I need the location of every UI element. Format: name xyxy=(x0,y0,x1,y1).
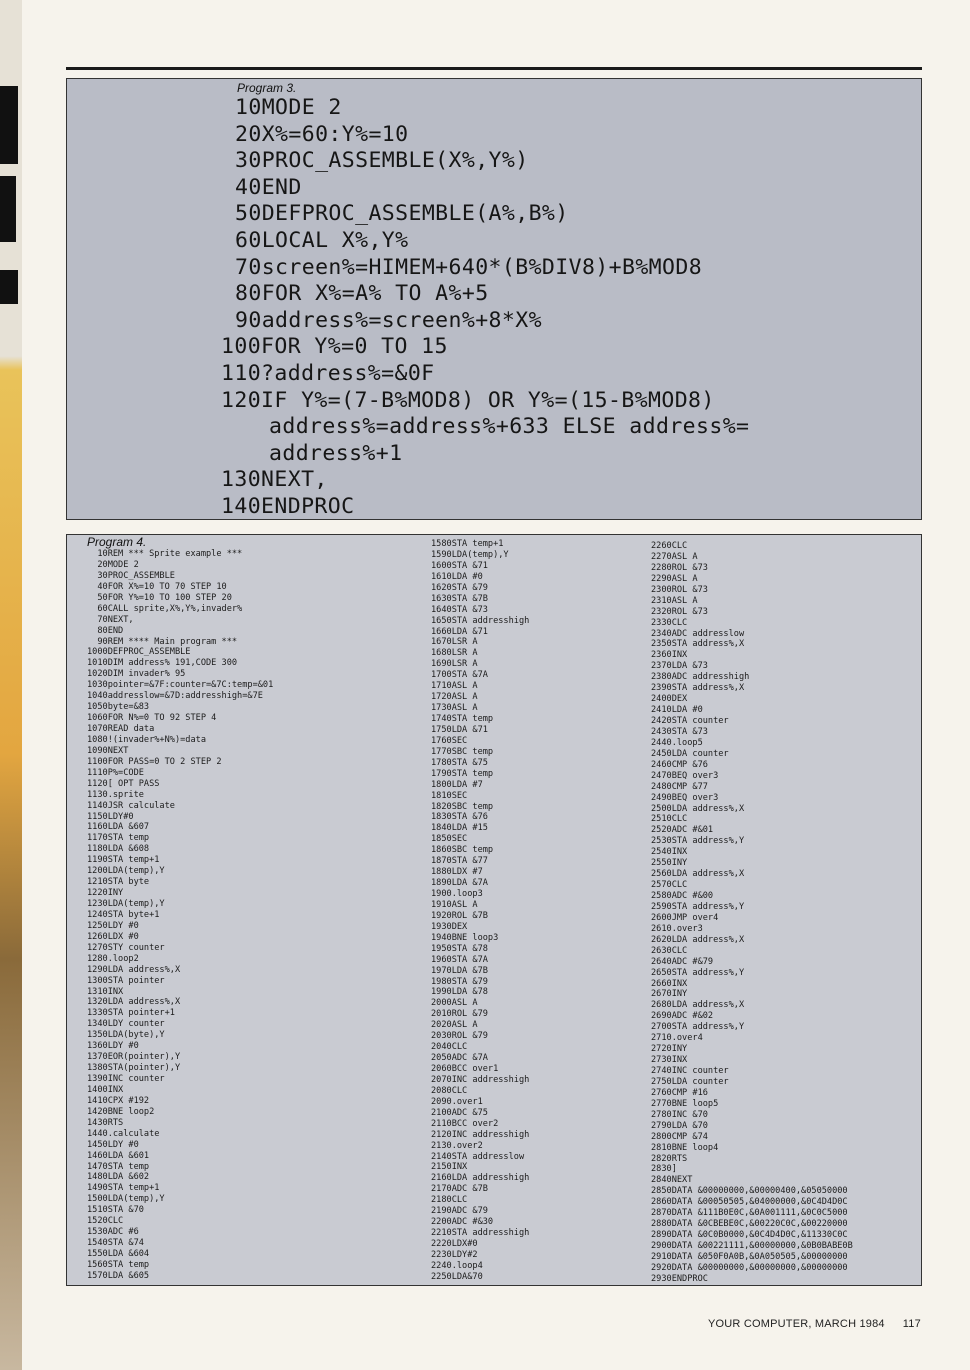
program-4-line: 2310ASL A xyxy=(651,595,698,606)
program-4-line: 1990LDA &78 xyxy=(431,987,488,998)
program-4-line: 1350LDA(byte),Y xyxy=(87,1030,165,1041)
publication-name: YOUR COMPUTER, MARCH 1984 xyxy=(708,1318,885,1330)
program-4-line: 2680LDA address%,X xyxy=(651,1000,745,1011)
program-4-line: 1250LDY #0 xyxy=(87,920,139,931)
program-4-line: 1610LDA #0 xyxy=(431,571,483,582)
program-4-line: 1110P%=CODE xyxy=(87,767,144,778)
program-4-line: 1000DEFPROC_ASSEMBLE xyxy=(87,647,191,658)
program-4-line: 1080!(invader%+N%)=data xyxy=(87,734,206,745)
program-4-line: 1960STA &7A xyxy=(431,954,488,965)
program-4-line: 1240STA byte+1 xyxy=(87,909,160,920)
program-4-line: 1820SBC temp xyxy=(431,801,494,812)
program-4-line: 2130.over2 xyxy=(431,1140,483,1151)
program-4-line: 1440.calculate xyxy=(87,1128,160,1139)
program-4-line: 1130.sprite xyxy=(87,789,144,800)
program-4-line: 1700STA &7A xyxy=(431,670,488,681)
program-3-line: 110?address%=&0F xyxy=(221,360,435,386)
program-4-line: 2630CLC xyxy=(651,945,688,956)
program-4-line: 1670LSR A xyxy=(431,637,478,648)
program-4-line: 2090.over1 xyxy=(431,1096,483,1107)
program-4-line: 2810BNE loop4 xyxy=(651,1142,719,1153)
program-4-line: 1490STA temp+1 xyxy=(87,1183,160,1194)
program-4-line: 1910ASL A xyxy=(431,899,478,910)
program-4-line: 1830STA &76 xyxy=(431,812,488,823)
program-4-line: 1310INX xyxy=(87,986,124,997)
program-4-line: 2580ADC #&00 xyxy=(651,891,714,901)
program-4-line: 1040addresslow=&7D:addresshigh=&7E xyxy=(87,691,263,702)
program-4-line: 1720ASL A xyxy=(431,692,478,703)
program-4-line: 1460LDA &601 xyxy=(87,1150,150,1161)
program-4-line: 2510CLC xyxy=(651,814,688,825)
program-4-line: 1740STA temp xyxy=(431,714,494,724)
program-4-line: 1150LDY#0 xyxy=(87,811,134,822)
program-4-line: 2490BEQ over3 xyxy=(651,792,719,803)
program-4-line: 1020DIM invader% 95 xyxy=(87,669,186,680)
program-4-line: 1660LDA &71 xyxy=(431,626,488,637)
program-4-line: 1950STA &78 xyxy=(431,943,488,954)
program-4-line: 2100ADC &75 xyxy=(431,1107,488,1118)
program-4-line: 2350STA address%,X xyxy=(651,639,745,650)
program-4-line: 20MODE 2 xyxy=(87,559,139,570)
left-margin-strip xyxy=(0,0,22,1370)
program-4-line: 2420STA counter xyxy=(651,716,729,726)
program-4-line: 2540INX xyxy=(651,847,688,858)
program-4-line: 2910DATA &050F0A0B,&0A050505,&00000000 xyxy=(651,1251,848,1262)
program-4-line: 2220LDX#0 xyxy=(431,1239,478,1249)
program-4-line: 2820RTS xyxy=(651,1153,688,1164)
program-4-line: 1290LDA address%,X xyxy=(87,964,181,975)
program-3-line: 140ENDPROC xyxy=(221,493,355,519)
program-4-line: 2660INX xyxy=(651,978,688,989)
program-4-line: 1300STA pointer xyxy=(87,975,165,986)
program-4-line: 2030ROL &79 xyxy=(431,1031,488,1042)
program-4-line: 2570CLC xyxy=(651,880,688,891)
program-4-line: 1230LDA(temp),Y xyxy=(87,899,165,909)
program-4-line: 2690ADC #&02 xyxy=(651,1011,714,1022)
program-4-line: 2330CLC xyxy=(651,617,688,628)
program-4-line: 1390INC counter xyxy=(87,1074,165,1084)
program-4-line: 2560LDA address%,X xyxy=(651,869,745,880)
program-4-line: 1470STA temp xyxy=(87,1161,150,1172)
magazine-page xyxy=(22,0,970,1370)
program-4-line: 2110BCC over2 xyxy=(431,1118,499,1129)
program-4-line: 1210STA byte xyxy=(87,877,150,888)
program-4-line: 2300ROL &73 xyxy=(651,584,708,595)
program-4-line: 2000ASL A xyxy=(431,998,478,1009)
program-4-line: 1510STA &70 xyxy=(87,1205,144,1216)
program-4-line: 1090NEXT xyxy=(87,745,129,756)
program-4-line: 40FOR X%=10 TO 70 STEP 10 xyxy=(87,581,227,592)
program-4-line: 1520CLC xyxy=(87,1216,124,1227)
program-3-line: address%=address%+633 ELSE address%= xyxy=(269,414,750,440)
program-4-line: 2380ADC addresshigh xyxy=(651,672,750,683)
program-4-line: 1200LDA(temp),Y xyxy=(87,866,165,877)
program-4-line: 2080CLC xyxy=(431,1085,468,1096)
program-4-line: 1380STA(pointer),Y xyxy=(87,1063,181,1074)
program-4-line: 1500LDA(temp),Y xyxy=(87,1194,165,1205)
program-4-line: 1180LDA &608 xyxy=(87,844,150,855)
program-4-line: 1730ASL A xyxy=(431,703,478,714)
program-4-line: 2900DATA &00221111,&00000000,&0B0BABE0B xyxy=(651,1241,853,1251)
program-4-line: 2730INX xyxy=(651,1055,688,1066)
program-4-line: 2650STA address%,Y xyxy=(651,967,745,978)
program-4-line: 1220INY xyxy=(87,888,124,899)
program-4-line: 50FOR Y%=10 TO 100 STEP 20 xyxy=(87,592,232,603)
program-4-line: 1530ADC #6 xyxy=(87,1227,139,1238)
program-4-line: 1790STA temp xyxy=(431,768,494,779)
program-4-line: 2140STA addresslow xyxy=(431,1151,525,1162)
program-4-line: 1690LSR A xyxy=(431,659,478,670)
program-4-line: 2800CMP &74 xyxy=(651,1131,708,1142)
program-4-line: 1850SEC xyxy=(431,834,468,845)
program-4-line: 2270ASL A xyxy=(651,551,698,562)
program-4-line: 2150INX xyxy=(431,1162,468,1173)
program-4-line: 2320ROL &73 xyxy=(651,606,708,617)
program-4-line: 1140JSR calculate xyxy=(87,800,175,811)
program-4-line: 1400INX xyxy=(87,1084,124,1095)
program-4-line: 1560STA temp xyxy=(87,1259,150,1270)
program-4-line: 2180CLC xyxy=(431,1195,468,1206)
margin-glyph-2 xyxy=(0,176,16,242)
program-4-line: 2170ADC &7B xyxy=(431,1184,488,1195)
program-4-line: 1420BNE loop2 xyxy=(87,1106,155,1117)
program-4-line: 2200ADC #&30 xyxy=(431,1217,494,1228)
program-4-line: 2740INC counter xyxy=(651,1066,729,1076)
program-4-line: 1410CPX #192 xyxy=(87,1095,150,1106)
program-4-line: 1620STA &79 xyxy=(431,582,488,593)
program-4-line: 2450LDA counter xyxy=(651,748,729,759)
program-4-line: 2860DATA &00050505,&04000000,&0C4D4D0C xyxy=(651,1197,848,1208)
program-4-line: 2240.loop4 xyxy=(431,1260,483,1271)
program-4-line: 2470BEQ over3 xyxy=(651,770,719,781)
program-4-line: 2370LDA &73 xyxy=(651,661,708,672)
program-4-line: 1840LDA #15 xyxy=(431,823,488,834)
program-4-line: 1450LDY #0 xyxy=(87,1139,139,1150)
program-4-line: 1570LDA &605 xyxy=(87,1270,150,1281)
program-4-line: 1120[ OPT PASS xyxy=(87,778,160,789)
program-4-line: 1880LDX #7 xyxy=(431,867,483,878)
program-3-line: 60LOCAL X%,Y% xyxy=(235,227,409,253)
program-4-line: 2190ADC &79 xyxy=(431,1206,488,1217)
program-3-code xyxy=(217,95,911,521)
program-4-line: 2880DATA &0CBEBE0C,&00220C0C,&00220000 xyxy=(651,1219,848,1230)
program-4-line: 2870DATA &111B0E0C,&0A001111,&0C0C5000 xyxy=(651,1208,848,1219)
program-4-line: 2160LDA addresshigh xyxy=(431,1173,530,1184)
program-4-line: 2060BCC over1 xyxy=(431,1064,499,1074)
program-4-line: 80END xyxy=(87,625,124,636)
program-4-caption: Program 4. xyxy=(87,535,147,549)
program-4-line: 1280.loop2 xyxy=(87,953,139,964)
program-4-line: 2250LDA&70 xyxy=(431,1271,483,1282)
program-4-line: 2550INY xyxy=(651,858,688,869)
program-4-line: 2050ADC &7A xyxy=(431,1053,488,1064)
program-4-line: 2400DEX xyxy=(651,694,688,705)
program-4-line: 90REM **** Main program *** xyxy=(87,636,238,647)
program-4-line: 1940BNE loop3 xyxy=(431,932,499,943)
program-3-line: 20X%=60:Y%=10 xyxy=(235,121,409,147)
program-4-line: 2600JMP over4 xyxy=(651,912,719,923)
program-4-line: 2070INC addresshigh xyxy=(431,1074,530,1085)
program-4-line: 1430RTS xyxy=(87,1117,124,1128)
program-4-line: 2750LDA counter xyxy=(651,1076,729,1087)
program-4-line: 1260LDX #0 xyxy=(87,931,139,942)
program-4-line: 1270STY counter xyxy=(87,942,165,953)
program-4-line: 1050byte=&83 xyxy=(87,702,150,713)
program-4-line: 2290ASL A xyxy=(651,573,698,584)
program-4-line: 2770BNE loop5 xyxy=(651,1098,719,1109)
program-3-line: 130NEXT, xyxy=(221,467,328,493)
program-4-line: 2590STA address%,Y xyxy=(651,901,745,912)
program-4-line: 30PROC_ASSEMBLE xyxy=(87,570,175,581)
program-4-listing xyxy=(66,534,922,1286)
page-footer xyxy=(708,1318,921,1330)
program-4-line: 1750LDA &71 xyxy=(431,724,488,735)
program-3-line: 100FOR Y%=0 TO 15 xyxy=(221,334,448,360)
program-4-line: 2360INX xyxy=(651,650,688,661)
program-3-line: address%+1 xyxy=(269,440,403,466)
program-4-line: 1640STA &73 xyxy=(431,604,488,615)
program-4-line: 1590LDA(temp),Y xyxy=(431,549,509,560)
program-4-line: 2840NEXT xyxy=(651,1175,693,1186)
program-4-line: 1580STA temp+1 xyxy=(431,539,504,549)
program-4-line: 2760CMP #16 xyxy=(651,1087,708,1098)
program-4-line: 2920DATA &00000000,&00000000,&00000000 xyxy=(651,1262,848,1273)
program-4-line: 1780STA &75 xyxy=(431,757,488,768)
program-4-line: 2850DATA &00000000,&00000400,&05050000 xyxy=(651,1186,848,1197)
program-4-line: 1010DIM address% 191,CODE 300 xyxy=(87,658,238,669)
program-3-line: 90address%=screen%+8*X% xyxy=(235,307,542,333)
program-4-line: 2780INC &70 xyxy=(651,1109,708,1120)
program-4-line: 2280ROL &73 xyxy=(651,562,708,573)
program-4-line: 2530STA address%,Y xyxy=(651,836,745,847)
program-4-line: 1360LDY #0 xyxy=(87,1041,139,1052)
program-4-line: 1870STA &77 xyxy=(431,856,488,867)
program-4-line: 2440.loop5 xyxy=(651,737,703,748)
program-3-line: 70screen%=HIMEM+640*(B%DIV8)+B%MOD8 xyxy=(235,254,703,280)
program-4-line: 2640ADC #&79 xyxy=(651,956,714,967)
program-4-line: 1800LDA #7 xyxy=(431,779,483,790)
program-4-line: 1980STA &79 xyxy=(431,976,488,987)
program-4-line: 2700STA address%,Y xyxy=(651,1022,745,1033)
program-4-line: 1320LDA address%,X xyxy=(87,997,181,1008)
program-4-line: 2890DATA &0C0B0000,&0C4D4D0C,&11330C0C xyxy=(651,1230,848,1241)
program-3-line: 10MODE 2 xyxy=(235,95,342,120)
program-4-line: 1340LDY counter xyxy=(87,1019,165,1030)
program-4-line: 1900.loop3 xyxy=(431,889,483,899)
program-4-line: 2020ASL A xyxy=(431,1020,478,1031)
program-4-line: 1480LDA &602 xyxy=(87,1172,150,1183)
program-4-line: 1170STA temp xyxy=(87,833,150,844)
program-4-line: 2010ROL &79 xyxy=(431,1009,488,1020)
program-3-line: 50DEFPROC_ASSEMBLE(A%,B%) xyxy=(235,201,569,227)
program-4-line: 1100FOR PASS=0 TO 2 STEP 2 xyxy=(87,756,222,767)
program-4-line: 1630STA &7B xyxy=(431,593,488,604)
program-4-line: 1970LDA &7B xyxy=(431,965,488,976)
program-4-line: 1650STA addresshigh xyxy=(431,615,530,626)
program-3-line: 30PROC_ASSEMBLE(X%,Y%) xyxy=(235,148,529,174)
program-4-line: 1030pointer=&7F:counter=&7C:temp=&01 xyxy=(87,680,274,691)
program-4-line: 2040CLC xyxy=(431,1042,468,1053)
program-4-line: 1890LDA &7A xyxy=(431,878,488,889)
program-4-line: 2460CMP &76 xyxy=(651,759,708,770)
program-3-line: 120IF Y%=(7-B%MOD8) OR Y%=(15-B%MOD8) xyxy=(221,387,715,413)
top-rule xyxy=(66,67,922,70)
program-4-line: 1070READ data xyxy=(87,724,155,734)
program-4-line: 10REM *** Sprite example *** xyxy=(87,549,243,559)
program-4-line: 1550LDA &604 xyxy=(87,1249,150,1259)
program-4-line: 1810SEC xyxy=(431,790,468,801)
margin-glyph-1 xyxy=(0,86,18,164)
program-4-column-1 xyxy=(87,549,407,1282)
program-4-line: 1540STA &74 xyxy=(87,1238,144,1249)
program-4-line: 2430STA &73 xyxy=(651,726,708,737)
program-4-line: 2230LDY#2 xyxy=(431,1249,478,1260)
program-4-line: 2260CLC xyxy=(651,541,688,551)
margin-glyph-3 xyxy=(0,270,18,304)
program-4-line: 2720INY xyxy=(651,1044,688,1055)
program-4-line: 2390STA address%,X xyxy=(651,683,745,694)
program-4-column-3 xyxy=(651,541,919,1285)
program-4-line: 2410LDA #0 xyxy=(651,705,703,716)
program-4-line: 2520ADC #&01 xyxy=(651,825,714,836)
program-4-line: 1710ASL A xyxy=(431,681,478,692)
page-number: 117 xyxy=(902,1318,921,1330)
program-4-line: 2480CMP &77 xyxy=(651,781,708,792)
program-4-line: 1860SBC temp xyxy=(431,845,494,856)
program-4-line: 1930DEX xyxy=(431,921,468,932)
program-4-line: 2120INC addresshigh xyxy=(431,1129,530,1140)
program-4-line: 2610.over3 xyxy=(651,923,703,934)
program-4-line: 2210STA addresshigh xyxy=(431,1228,530,1239)
program-4-line: 1160LDA &607 xyxy=(87,822,150,833)
program-4-line: 2500LDA address%,X xyxy=(651,803,745,814)
program-4-line: 2930ENDPROC xyxy=(651,1273,708,1284)
program-4-line: 1060FOR N%=0 TO 92 STEP 4 xyxy=(87,713,217,724)
program-4-line: 1920ROL &7B xyxy=(431,910,488,921)
program-4-line: 1680LSR A xyxy=(431,648,478,659)
program-4-line: 1760SEC xyxy=(431,735,468,746)
program-4-line: 2710.over4 xyxy=(651,1033,703,1044)
program-4-line: 60CALL sprite,X%,Y%,invader% xyxy=(87,603,243,614)
program-4-column-2 xyxy=(431,539,631,1283)
program-4-line: 1600STA &71 xyxy=(431,560,488,571)
program-3-listing xyxy=(66,78,922,520)
program-3-caption: Program 3. xyxy=(237,81,297,95)
program-3-line: 80FOR X%=A% TO A%+5 xyxy=(235,281,489,307)
program-4-line: 70NEXT, xyxy=(87,614,134,625)
program-4-line: 2620LDA address%,X xyxy=(651,934,745,945)
program-4-line: 1330STA pointer+1 xyxy=(87,1008,175,1019)
program-4-line: 1770SBC temp xyxy=(431,746,494,757)
program-4-line: 1190STA temp+1 xyxy=(87,855,160,866)
program-4-line: 2790LDA &70 xyxy=(651,1120,708,1131)
program-4-line: 2830] xyxy=(651,1164,677,1175)
program-4-line: 1370EOR(pointer),Y xyxy=(87,1052,181,1063)
program-3-line: 40END xyxy=(235,174,302,200)
program-4-line: 2340ADC addresslow xyxy=(651,628,745,639)
program-4-line: 2670INY xyxy=(651,989,688,1000)
